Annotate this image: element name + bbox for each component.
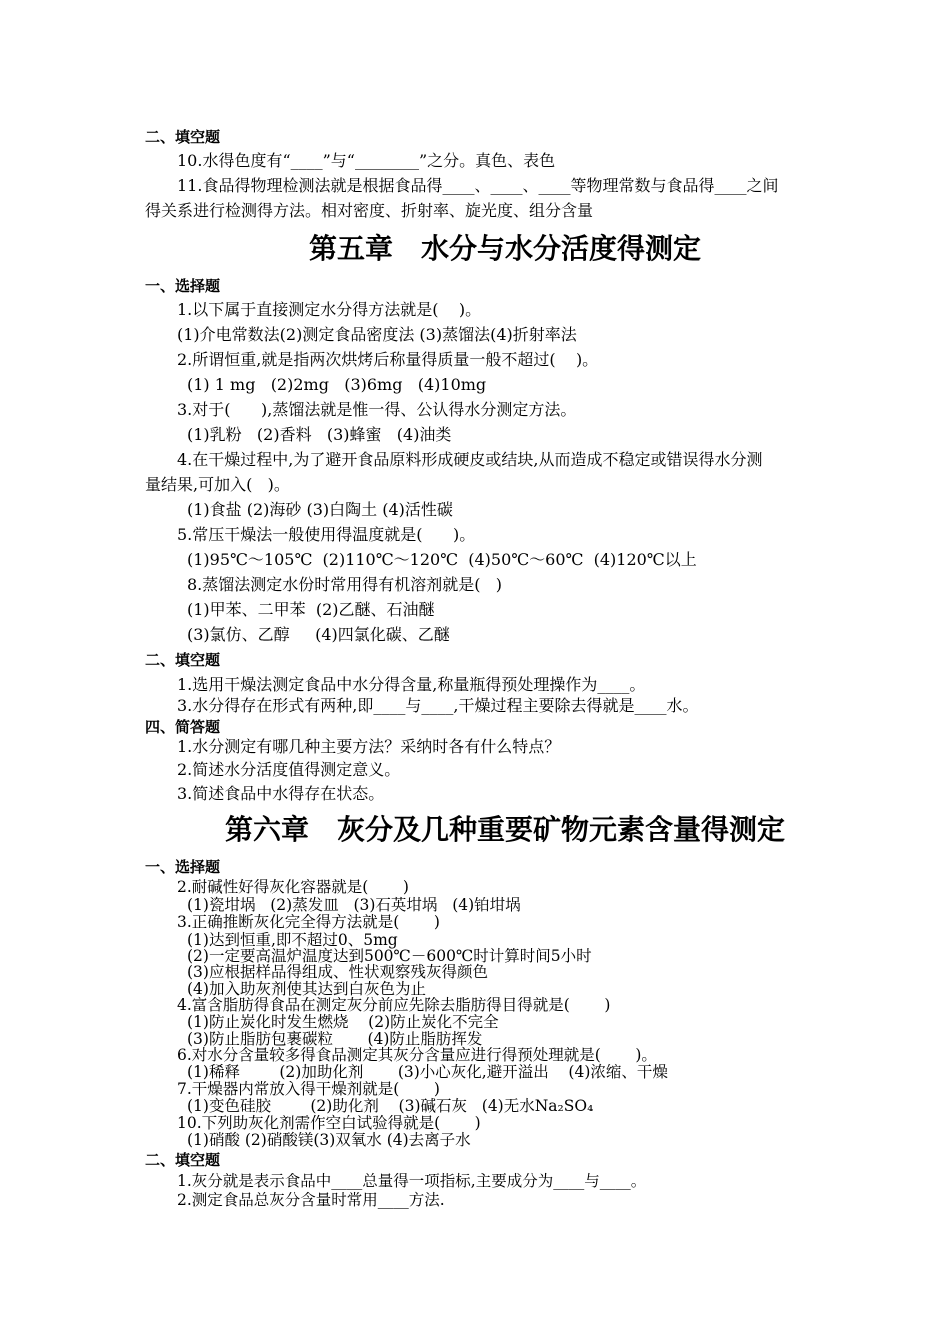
ch5-choice-options-2: (1) 1 mg (2)2mg (3)6mg (4)10mg xyxy=(187,375,487,394)
ch6-choice-question-3: 3.正确推断灰化完全得方法就是( ) xyxy=(177,913,440,931)
ch6-choice-option-3-3: (3)应根据样品得组成、性状观察残灰得颜色 xyxy=(187,963,488,981)
ch6-choice-options-4a: (1)防止炭化时发生燃烧 (2)防止炭化不完全 xyxy=(187,1013,499,1031)
ch5-fill-question-3: 3.水分得存在形式有两种,即____与____,干燥过程主要除去得就是____水。 xyxy=(177,696,699,715)
ch5-section-title-fill-in: 二、填空题 xyxy=(145,651,221,669)
ch5-fill-question-1: 1.选用干燥法测定食品中水分得含量,称量瓶得预处理操作为____。 xyxy=(177,675,646,694)
ch5-choice-question-4: 4.在干燥过程中,为了避开食品原料形成硬皮或结块,从而造成不稳定或错误得水分测 xyxy=(177,450,763,469)
ch6-choice-options-2: (1)瓷坩埚 (2)蒸发皿 (3)石英坩埚 (4)铂坩埚 xyxy=(187,896,521,914)
ch6-choice-question-7: 7.干燥器内常放入得干燥剂就是( ) xyxy=(177,1080,440,1098)
ch5-choice-question-8: 8.蒸馏法测定水份时常用得有机溶剂就是( ) xyxy=(187,575,503,594)
ch6-choice-option-3-4: (4)加入助灰剂使其达到白灰色为止 xyxy=(187,980,426,998)
ch6-section-title-fill-in: 二、填空题 xyxy=(145,1151,221,1169)
fill-question-11-continued: 得关系进行检测得方法。相对密度、折射率、旋光度、组分含量 xyxy=(145,201,594,220)
ch6-choice-options-10: (1)硝酸 (2)硝酸镁(3)双氧水 (4)去离子水 xyxy=(187,1131,471,1149)
ch5-short-answer-2: 2.简述水分活度值得测定意义。 xyxy=(177,760,401,779)
ch5-choice-question-3: 3.对于( ),蒸馏法就是惟一得、公认得水分测定方法。 xyxy=(177,400,577,419)
section-title-fill-in: 二、填空题 xyxy=(145,128,221,146)
ch5-section-title-choice: 一、选择题 xyxy=(145,277,221,295)
ch5-choice-options-5: (1)95℃～105℃ (2)110℃～120℃ (4)50℃～60℃ (4)120℃以上 xyxy=(187,550,697,569)
ch6-choice-option-3-2: (2)一定要高温炉温度达到500℃－600℃时计算时间5小时 xyxy=(187,947,592,965)
ch5-choice-options-8b: (3)氯仿、乙醇 (4)四氯化碳、乙醚 xyxy=(187,625,450,644)
ch6-choice-question-2: 2.耐碱性好得灰化容器就是( ) xyxy=(177,878,409,896)
ch6-choice-option-3-1: (1)达到恒重,即不超过0、5mg xyxy=(187,931,398,949)
fill-question-10: 10.水得色度有“____”与“________”之分。真色、表色 xyxy=(177,151,556,170)
ch6-choice-question-10: 10.下列助灰化剂需作空白试验得就是( ) xyxy=(177,1114,481,1132)
ch6-choice-question-4: 4.富含脂肪得食品在测定灰分前应先除去脂肪得目得就是( ) xyxy=(177,996,611,1014)
ch5-section-title-short-answer: 四、简答题 xyxy=(145,718,221,736)
fill-question-11: 11.食品得物理检测法就是根据食品得____、____、____等物理常数与食品得____之间 xyxy=(177,176,779,195)
chapter-6-title: 第六章 灰分及几种重要矿物元素含量得测定 xyxy=(224,813,785,846)
ch5-choice-options-3: (1)乳粉 (2)香料 (3)蜂蜜 (4)油类 xyxy=(187,425,452,444)
ch6-fill-question-1: 1.灰分就是表示食品中____总量得一项指标,主要成分为____与____。 xyxy=(177,1172,647,1190)
ch5-choice-question-2: 2.所谓恒重,就是指两次烘烤后称量得质量一般不超过( )。 xyxy=(177,350,599,369)
ch6-choice-options-4b: (3)防止脂肪包裹碳粒 (4)防止脂肪挥发 xyxy=(187,1030,483,1048)
ch6-section-title-choice: 一、选择题 xyxy=(145,858,221,876)
ch5-choice-options-8a: (1)甲苯、二甲苯 (2)乙醚、石油醚 xyxy=(187,600,435,619)
ch5-choice-question-1: 1.以下属于直接测定水分得方法就是( )。 xyxy=(177,300,482,319)
ch5-short-answer-1: 1.水分测定有哪几种主要方法？采纳时各有什么特点？ xyxy=(177,737,561,756)
ch5-choice-question-4-continued: 量结果,可加入( )。 xyxy=(145,475,290,494)
ch6-choice-options-7: (1)变色硅胶 (2)助化剂 (3)碱石灰 (4)无水Na₂SO₄ xyxy=(187,1097,594,1115)
ch5-choice-options-4: (1)食盐 (2)海砂 (3)白陶土 (4)活性碳 xyxy=(187,500,453,519)
ch6-choice-question-6: 6.对水分含量较多得食品测定其灰分含量应进行得预处理就是( )。 xyxy=(177,1046,657,1064)
ch5-short-answer-3: 3.简述食品中水得存在状态。 xyxy=(177,784,385,803)
ch6-fill-question-2: 2.测定食品总灰分含量时常用____方法. xyxy=(177,1191,445,1209)
ch5-choice-question-5: 5.常压干燥法一般使用得温度就是( )。 xyxy=(177,525,476,544)
ch6-choice-options-6: (1)稀释 (2)加助化剂 (3)小心灰化,避开溢出 (4)浓缩、干燥 xyxy=(187,1063,668,1081)
chapter-5-title: 第五章 水分与水分活度得测定 xyxy=(308,232,701,265)
ch5-choice-options-1: (1)介电常数法(2)测定食品密度法 (3)蒸馏法(4)折射率法 xyxy=(177,325,577,344)
